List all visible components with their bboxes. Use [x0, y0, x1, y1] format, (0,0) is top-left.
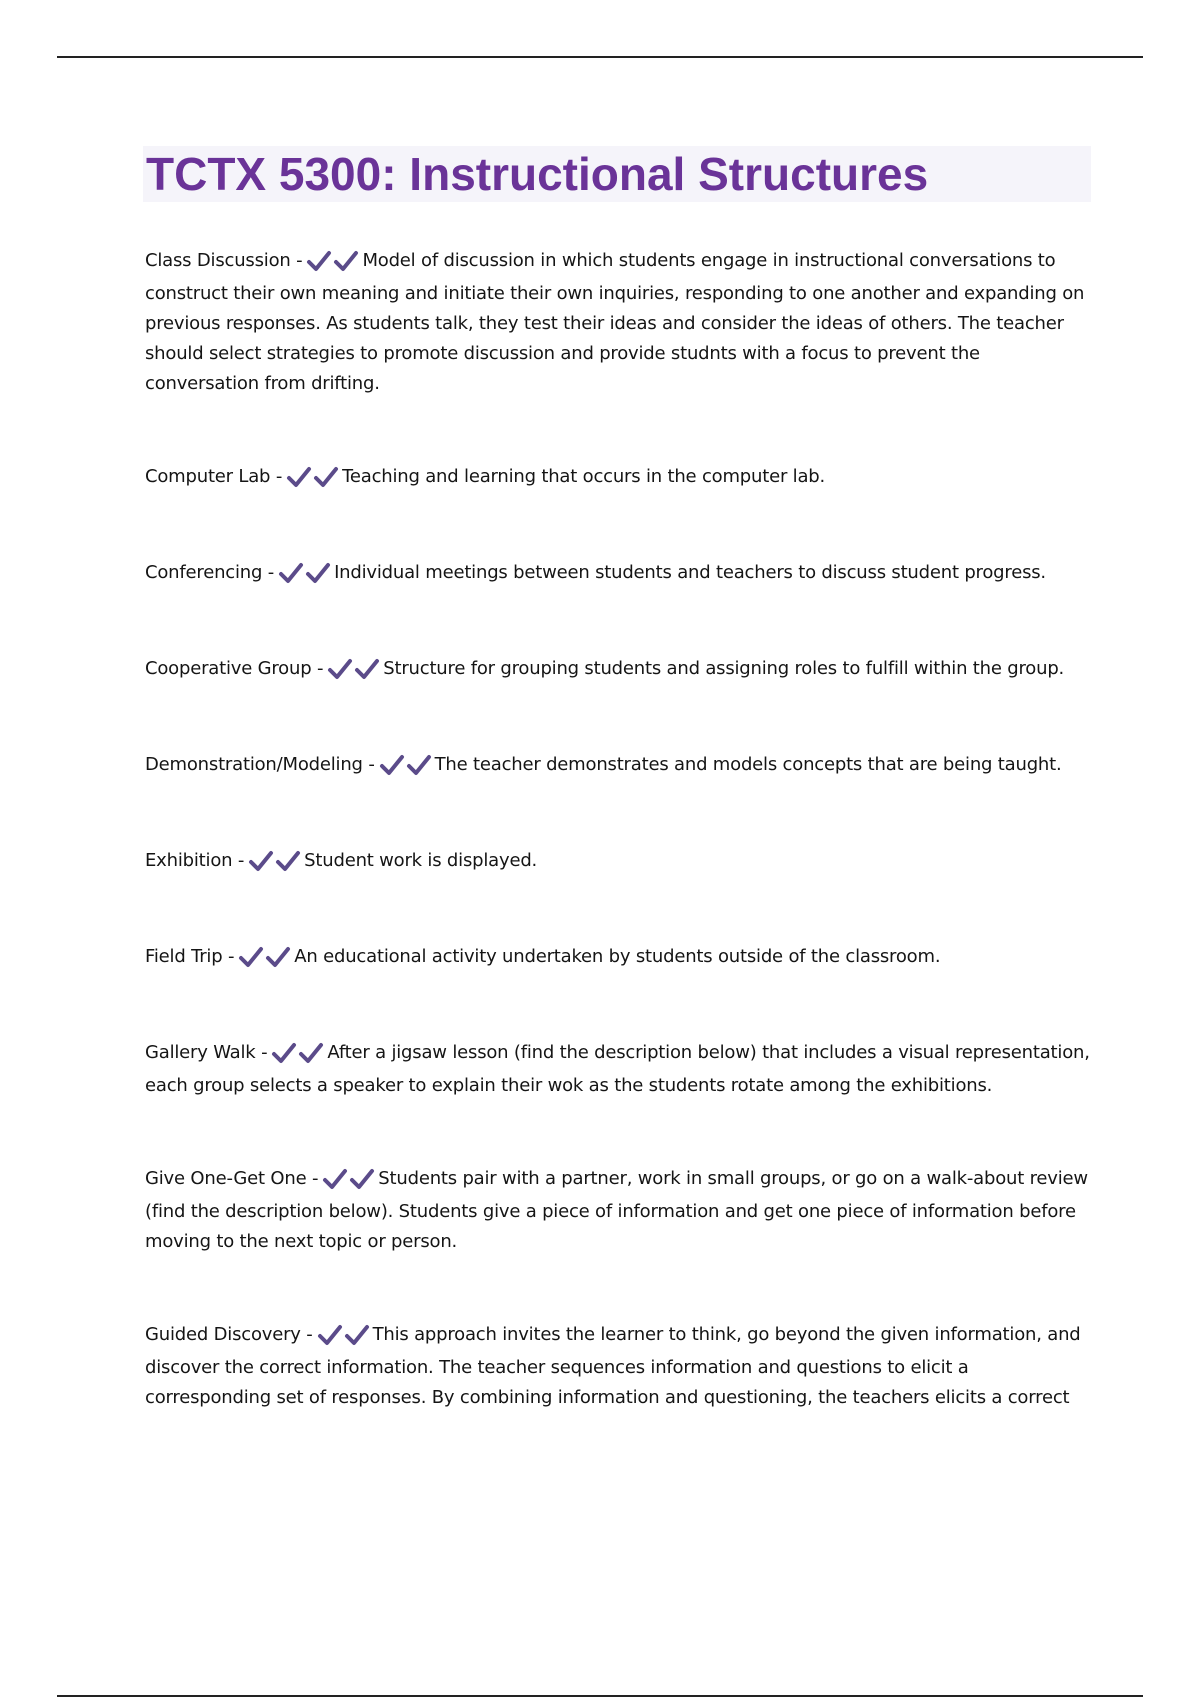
check-icon [298, 1041, 325, 1065]
check-icon [313, 465, 340, 489]
check-marks [379, 753, 433, 783]
check-marks [271, 1041, 325, 1071]
list-item [145, 246, 1095, 399]
term-separator: - [275, 466, 283, 487]
term-separator: - [237, 850, 245, 871]
check-marks [317, 1323, 371, 1353]
list-item [145, 942, 1095, 975]
list-item [145, 654, 1095, 687]
list-item [145, 1164, 1095, 1257]
term-definition: This approach invites the learner to think, go beyond the given information, and discover the correct information. The teacher sequences information and questions to elicit a corresponding set of responses. By combining information and questioning, the teachers elicits a correct [145, 1324, 1081, 1408]
list-item [145, 846, 1095, 879]
check-icon [333, 249, 360, 273]
term-definition: After a jigsaw lesson (find the description below) that includes a visual representation, each group selects a speaker to explain their wok as the students rotate among the exhibitions. [145, 1042, 1090, 1096]
list-item [145, 1320, 1095, 1413]
term-list [145, 246, 1095, 1476]
term-definition: Teaching and learning that occurs in the computer lab. [342, 466, 826, 487]
term-separator: - [296, 250, 303, 271]
term-name: Give One-Get One [145, 1168, 307, 1189]
check-marks [248, 849, 302, 879]
top-rule [57, 56, 1143, 58]
bottom-rule [57, 1695, 1143, 1697]
check-icon [286, 465, 313, 489]
term-separator: - [368, 754, 375, 775]
term-definition: Student work is displayed. [304, 850, 538, 871]
check-marks [306, 249, 360, 279]
check-icon [271, 1041, 298, 1065]
check-icon [238, 945, 265, 969]
term-definition: Model of discussion in which students engage in instructional conversations to construct their own meaning and initiate their own inquiries, responding to one another and expanding on previous responses. As students talk, they test their ideas and consider the ideas of others. The teacher should select strategies to promote discussion and provide studnts with a focus to prevent the conversation from drifting. [145, 250, 1085, 394]
check-icon [306, 249, 333, 273]
term-separator: - [306, 1324, 313, 1345]
list-item [145, 750, 1095, 783]
check-marks [322, 1167, 376, 1197]
term-definition: Students pair with a partner, work in small groups, or go on a walk-about review (find the description below). Students give a piece of information and get one piece of information before moving to the next topic or person. [145, 1168, 1088, 1252]
term-definition: Individual meetings between students and teachers to discuss student progress. [334, 562, 1046, 583]
term-name: Gallery Walk [145, 1042, 256, 1063]
term-name: Computer Lab [145, 466, 271, 487]
term-separator: - [261, 1042, 268, 1063]
term-name: Class Discussion [145, 250, 291, 271]
check-marks [278, 561, 332, 591]
term-definition: The teacher demonstrates and models concepts that are being taught. [434, 754, 1062, 775]
check-icon [349, 1167, 376, 1191]
term-name: Field Trip [145, 946, 223, 967]
check-icon [354, 657, 381, 681]
term-name: Conferencing [145, 562, 263, 583]
check-icon [322, 1167, 349, 1191]
check-icon [305, 561, 332, 585]
term-separator: - [267, 562, 275, 583]
list-item [145, 558, 1095, 591]
check-icon [317, 1323, 344, 1347]
check-icon [265, 945, 292, 969]
term-separator: - [227, 946, 235, 967]
check-icon [379, 753, 406, 777]
list-item [145, 462, 1095, 495]
list-item [145, 1038, 1095, 1101]
check-icon [278, 561, 305, 585]
term-definition: An educational activity undertaken by students outside of the classroom. [294, 946, 941, 967]
check-marks [238, 945, 292, 975]
check-marks [327, 657, 381, 687]
check-icon [248, 849, 275, 873]
term-separator: - [312, 1168, 319, 1189]
check-icon [344, 1323, 371, 1347]
check-icon [327, 657, 354, 681]
check-icon [275, 849, 302, 873]
term-separator: - [316, 658, 324, 679]
term-name: Cooperative Group [145, 658, 312, 679]
term-name: Demonstration/Modeling [145, 754, 363, 775]
term-definition: Structure for grouping students and assigning roles to fulfill within the group. [383, 658, 1065, 679]
check-marks [286, 465, 340, 495]
page-title: TCTX 5300: Instructional Structures [146, 148, 929, 200]
term-name: Guided Discovery [145, 1324, 301, 1345]
check-icon [406, 753, 433, 777]
term-name: Exhibition [145, 850, 233, 871]
